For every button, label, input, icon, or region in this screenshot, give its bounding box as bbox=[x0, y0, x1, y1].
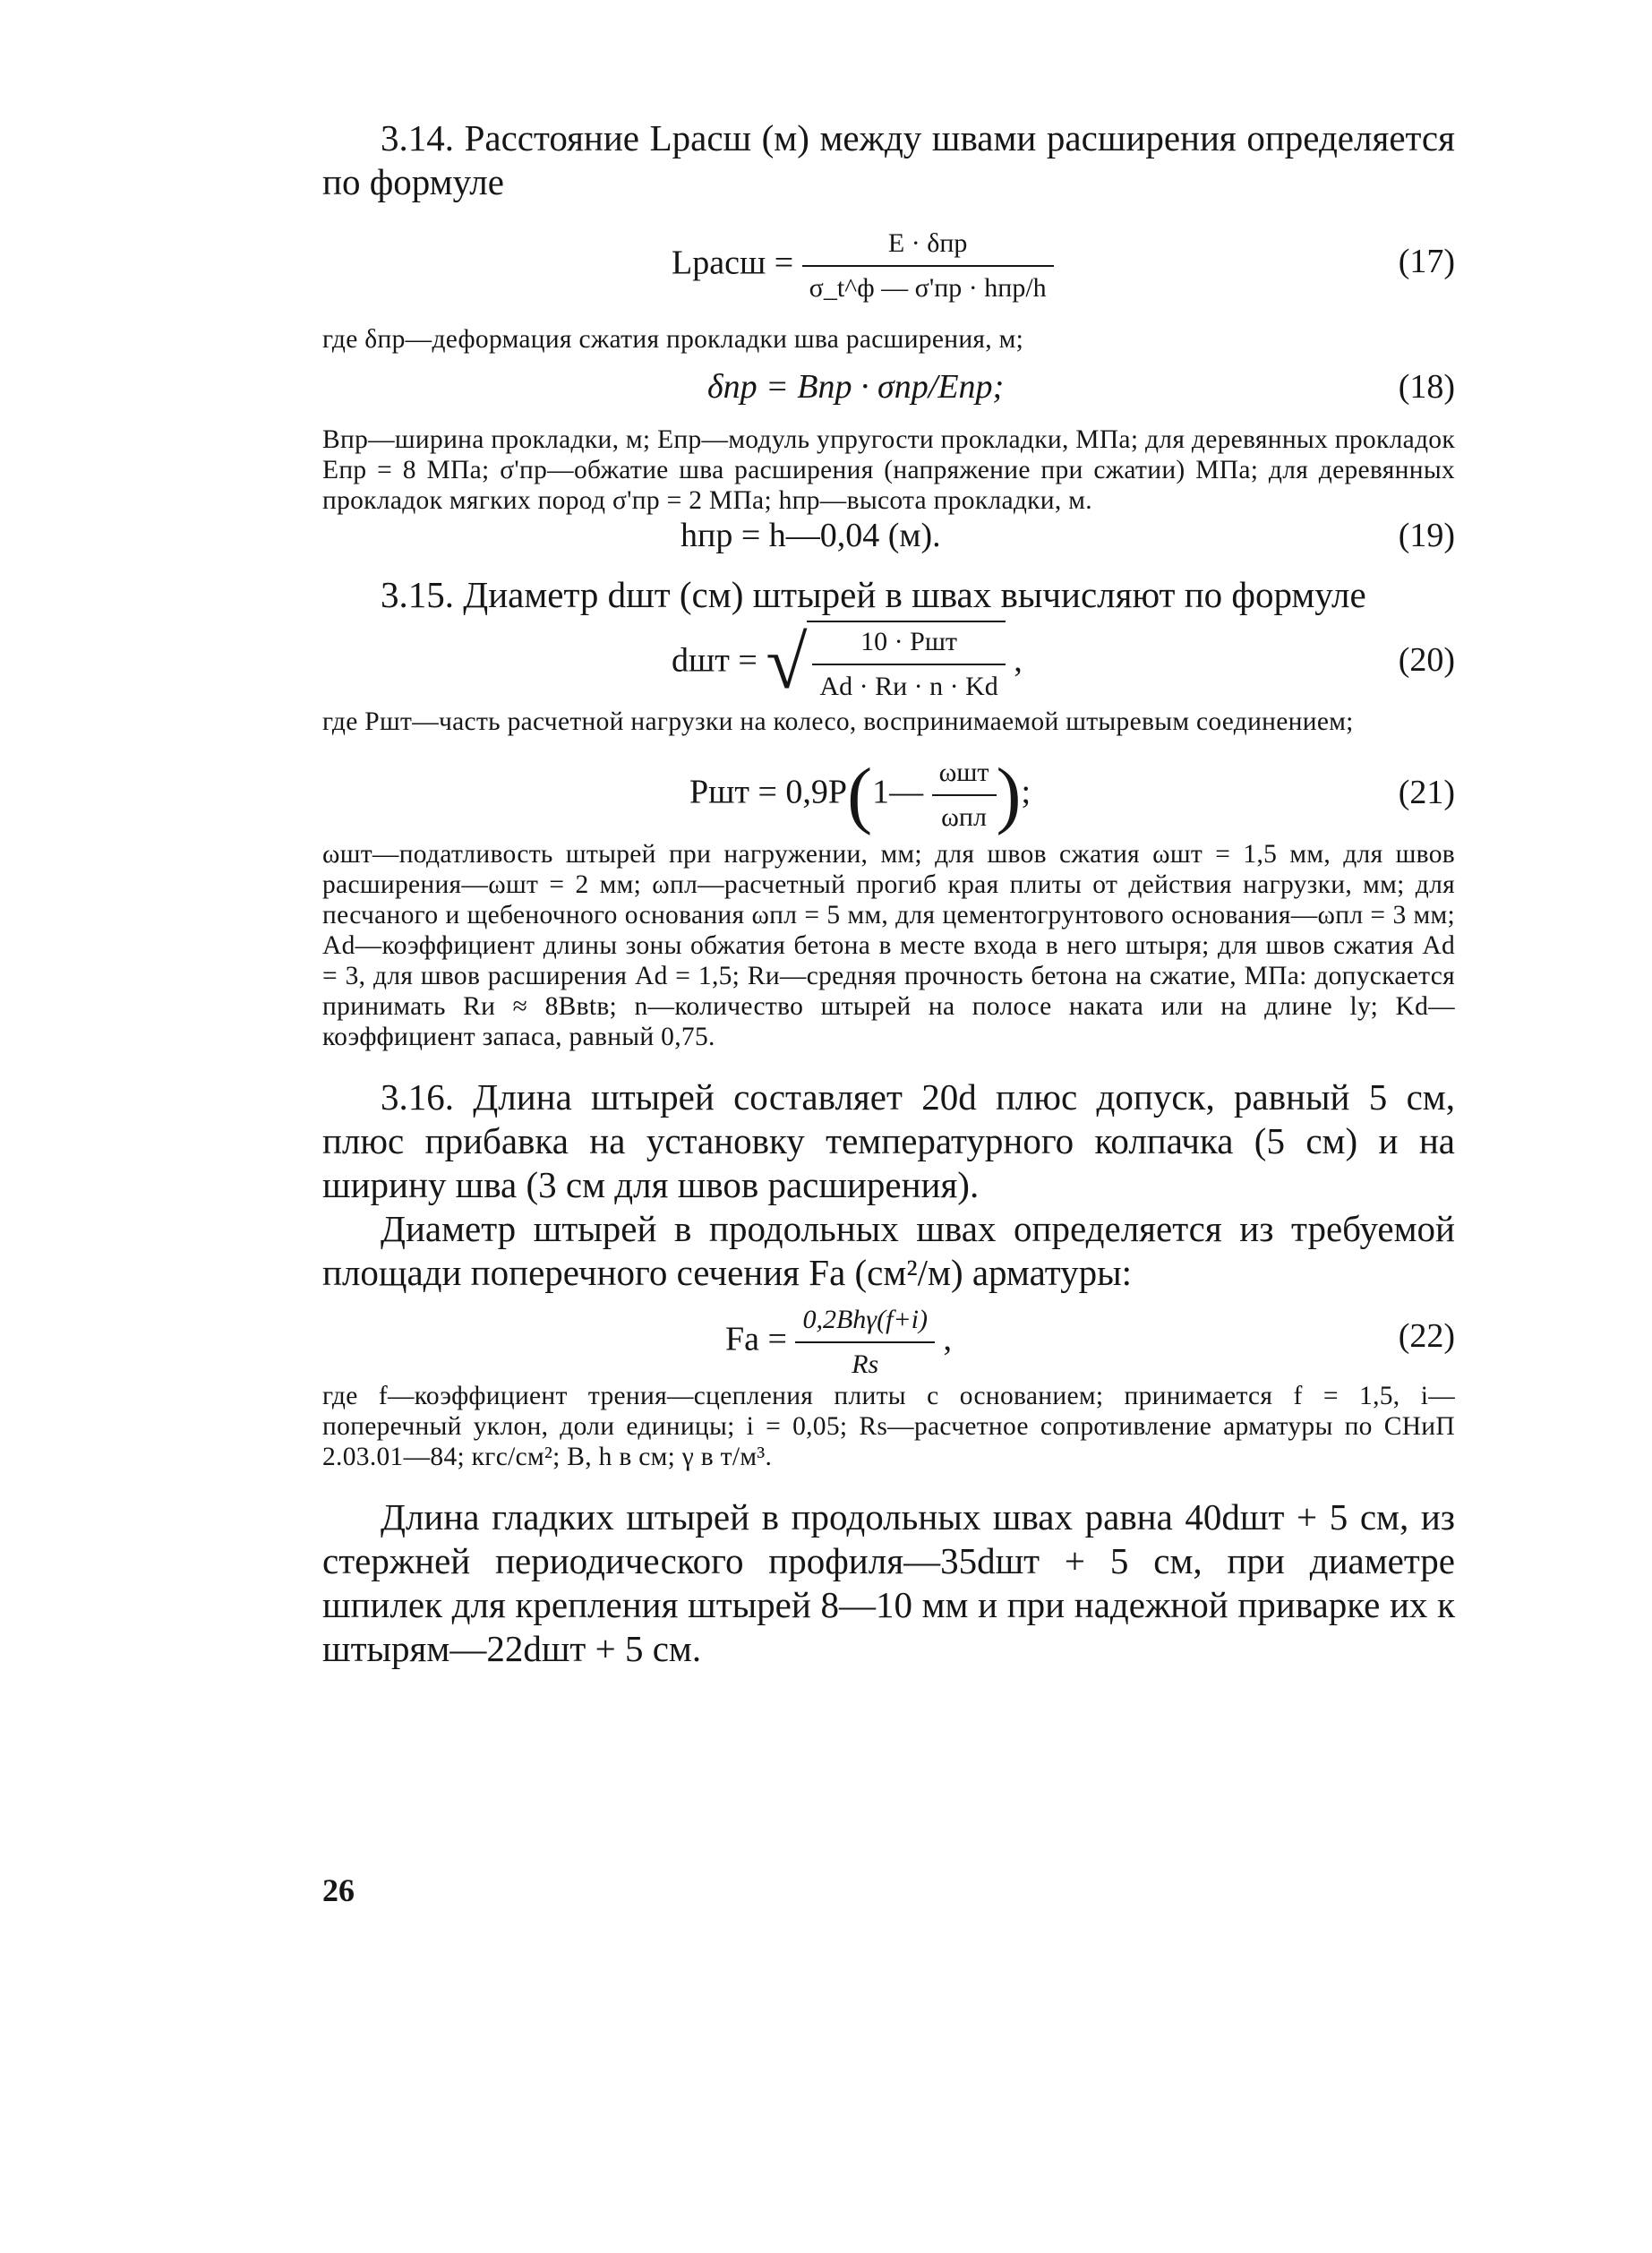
formula-20-numerator: 10 · Pшт bbox=[812, 622, 1005, 665]
formula-21-lhs: Pшт = 0,9P bbox=[689, 773, 848, 811]
formula-22-denominator: Rs bbox=[852, 1349, 879, 1379]
formula-17-denominator: σ_t^ф — σ'пр · hпр/h bbox=[809, 273, 1047, 303]
sqrt-sign: √ bbox=[766, 621, 808, 705]
formula-19-expr: hпр = h—0,04 (м). bbox=[680, 517, 941, 554]
paragraph-length: Длина гладких штырей в продольных швах равна 40dшт + 5 см, из стержней периодического профиля—35dшт + 5 см, при диаметре шпилек для крепления штырей 8—10 мм и при надежной приварке их к штырям—22dшт + 5 см. bbox=[322, 1496, 1455, 1669]
where-18: Bпр—ширина прокладки, м; Eпр—модуль упругости прокладки, МПа; для деревянных прокладок Eпр = 8 МПа; σ'пр—обжатие шва расширения (напряжение при сжатии) МПа; для деревянных прокладок мягких пород σ'пр = 2 МПа; hпр—высота прокладки, м. bbox=[322, 425, 1455, 515]
section-3-16: 3.16. Длина штырей составляет 20d плюс допуск, равный 5 см, плюс прибавка на установку температурного колпачка (5 см) и на ширину шва (3 см для швов расширения). bbox=[322, 1076, 1455, 1205]
formula-19-number: (19) bbox=[1398, 517, 1455, 554]
formula-17-numerator: E · δпр bbox=[802, 224, 1054, 267]
formula-21-denominator: ωпл bbox=[941, 802, 987, 832]
formula-21: Pшт = 0,9P(1— $\frac{\text{ωшт}}{\text{ωпл}}$ ); (21) bbox=[689, 753, 1455, 836]
formula-21-tail: ; bbox=[1021, 773, 1031, 811]
formula-22 bbox=[322, 1295, 1455, 1381]
formula-20-number: (20) bbox=[1398, 641, 1455, 679]
section-3-14: 3.14. Расстояние Lрасш (м) между швами расширения определяется по формуле bbox=[322, 117, 1455, 202]
formula-19 bbox=[322, 516, 1455, 573]
formula-21-inner: 1— bbox=[872, 773, 924, 811]
formula-20-denominator: Ad · Rи · n · Kd bbox=[819, 672, 998, 701]
where-22: где f—коэффициент трения—сцепления плиты с основанием; принимается f = 1,5, i—поперечный уклон, доли единицы; i = 0,05; Rs—расчетное сопротивление арматуры по СНиП 2.03.01—84; кгс/см²; B, h в см; γ в т/м³. bbox=[322, 1382, 1455, 1471]
page-number: 26 bbox=[322, 1872, 355, 1908]
where-20: где Pшт—часть расчетной нагрузки на колесо, воспринимаемой штыревым соединением; bbox=[322, 707, 1354, 736]
formula-21-numerator: ωшт bbox=[932, 753, 997, 796]
formula-20 bbox=[322, 617, 1455, 707]
where-17: где δпр—деформация сжатия прокладки шва расширения, м; bbox=[322, 325, 1024, 354]
formula-18-number: (18) bbox=[1398, 368, 1455, 406]
formula-20-lhs: dшт = bbox=[672, 641, 758, 680]
formula-17 bbox=[322, 217, 1455, 324]
where-21: ωшт—податливость штырей при нагружении, мм; для швов сжатия ωшт = 1,5 мм, для швов расширения—ωшт = 2 мм; ωпл—расчетный прогиб края плиты от действия нагрузки, мм; для песчаного и щебеночного основания ωпл = 5 мм, для цементогрунтового основания—ωпл = 3 мм; Ad—коэффициент длины зоны обжатия бетона в месте входа в него штыря; для швов сжатия Ad = 3, для швов расширения Ad = 1,5; Rи—средняя прочность бетона на сжатие, МПа: допускается принимать Rи ≈ 8Bвtв; n—количество штырей на полосе наката или на длине lу; Kd—коэффициент запаса, равный 0,75. bbox=[322, 840, 1455, 1051]
formula-17-number: (17) bbox=[1398, 243, 1455, 280]
paragraph-diameter: Диаметр штырей в продольных швах определяется из требуемой площади поперечного сечения Fа (см²/м) арматуры: bbox=[322, 1208, 1455, 1293]
formula-18 bbox=[322, 367, 1455, 424]
formula-21-number: (21) bbox=[1398, 774, 1455, 811]
formula-18-expr: δпр = Bпр · σпр/Eпр; bbox=[707, 368, 1005, 406]
section-3-15: 3.15. Диаметр dшт (см) штырей в швах вычисляют по формуле bbox=[381, 574, 1366, 615]
document-page bbox=[322, 116, 1455, 1671]
formula-22-lhs: Fа = bbox=[725, 1320, 787, 1358]
formula-22-tail: , bbox=[943, 1320, 952, 1358]
formula-22-number: (22) bbox=[1398, 1317, 1455, 1355]
formula-22-numerator: 0,2Bhγ(f+i) bbox=[795, 1300, 935, 1343]
formula-17-lhs: Lрасш = bbox=[672, 244, 794, 282]
formula-20-tail: , bbox=[1014, 641, 1023, 680]
